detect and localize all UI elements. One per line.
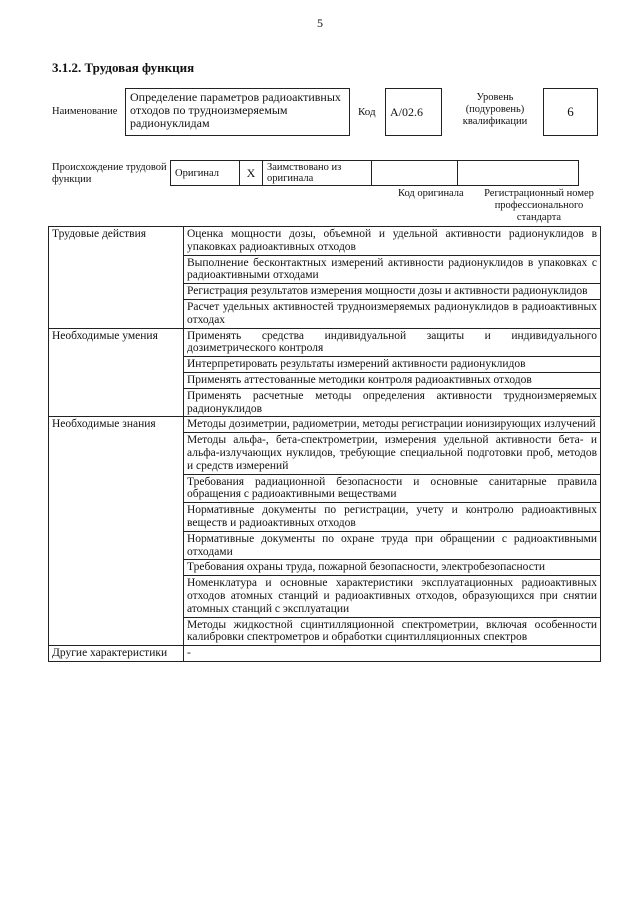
- borrowed-text: Заимствовано из оригинала: [267, 162, 342, 184]
- name-label: Наименование: [52, 106, 118, 117]
- section-title-cell: Необходимые умения: [49, 328, 184, 417]
- section-item: Применять средства индивидуальной защиты и индивидуального дозиметрического контроля: [184, 328, 601, 357]
- original-cell: [171, 161, 240, 186]
- function-name: Определение параметров радиоактивных отходов по трудноизмеряемым радионуклидам: [130, 90, 341, 130]
- section-item: -: [184, 646, 601, 662]
- section-item: Методы жидкостной сцинтилляционной спектрометрии, включая особенности калибровки спектрометров и обработки сцинтилляционных спектров: [184, 617, 601, 646]
- section-item: Методы альфа-, бета-спектрометрии, измерения удельной активности бета- и альфа-излучающих нуклидов, требующие специальной подготовки проб, методов и средств измерений: [184, 433, 601, 474]
- function-details-table: [48, 226, 601, 662]
- section-item: Оценка мощности дозы, объемной и удельной активности радионуклидов в упаковках радиоактивных отходов: [184, 227, 601, 256]
- code-box: [385, 88, 442, 136]
- original-mark: Х: [240, 161, 263, 186]
- section-item: Регистрация результатов измерения мощности дозы и активности радионуклидов: [184, 284, 601, 300]
- table-row: [49, 646, 601, 662]
- table-row: [49, 227, 601, 256]
- table-row: [49, 417, 601, 433]
- section-item: Применять аттестованные методики контроля радиоактивных отходов: [184, 372, 601, 388]
- section-item: Выполнение бесконтактных измерений активности радионуклидов в упаковках с радиоактивными отходами: [184, 255, 601, 284]
- original-text: Оригинал: [175, 167, 219, 179]
- section-item: Расчет удельных активностей трудноизмеряемых радионуклидов в радиоактивных отходах: [184, 299, 601, 328]
- reg-number-label: Регистрационный номер профессионального стандарта: [484, 188, 594, 223]
- origin-label: Происхождение трудовой функции: [52, 162, 167, 185]
- section-title-cell: Необходимые знания: [49, 417, 184, 646]
- function-name-box: [125, 88, 350, 136]
- section-item: Нормативные документы по регистрации, учету и контролю радиоактивных веществ и радиоактивных отходов: [184, 503, 601, 532]
- section-title-cell: Трудовые действия: [49, 227, 184, 329]
- origin-table: [170, 160, 579, 186]
- level-box: [543, 88, 598, 136]
- code-value: А/02.6: [390, 104, 423, 119]
- section-item: Применять расчетные методы определения активности трудноизмеряемых радионуклидов: [184, 388, 601, 417]
- level-value: 6: [567, 104, 574, 119]
- code-label: Код: [358, 106, 376, 118]
- section-item: Методы дозиметрии, радиометрии, методы регистрации ионизирующих излучений: [184, 417, 601, 433]
- section-item: Номенклатура и основные характеристики эксплуатационных радиоактивных отходов атомных станций и радиоактивных отходов, образующихся при снятии атомных станций с эксплуатации: [184, 576, 601, 617]
- page-number: 5: [317, 16, 323, 30]
- section-title: 3.1.2. Трудовая функция: [52, 60, 195, 75]
- code-original-label: Код оригинала: [398, 188, 464, 199]
- section-item: Интерпретировать результаты измерений активности радионуклидов: [184, 357, 601, 373]
- table-row: [49, 328, 601, 357]
- borrowed-cell: [263, 161, 372, 186]
- section-item: Требования охраны труда, пожарной безопасности, электробезопасности: [184, 560, 601, 576]
- level-label: Уровень (подуровень) квалификации: [462, 92, 528, 127]
- reg-number-cell: [458, 161, 579, 186]
- section-item: Нормативные документы по охране труда при обращении с радиоактивными отходами: [184, 531, 601, 560]
- code-original-cell: [372, 161, 458, 186]
- section-item: Требования радиационной безопасности и основные санитарные правила обращения с радиоактивными веществами: [184, 474, 601, 503]
- section-title-cell: Другие характеристики: [49, 646, 184, 662]
